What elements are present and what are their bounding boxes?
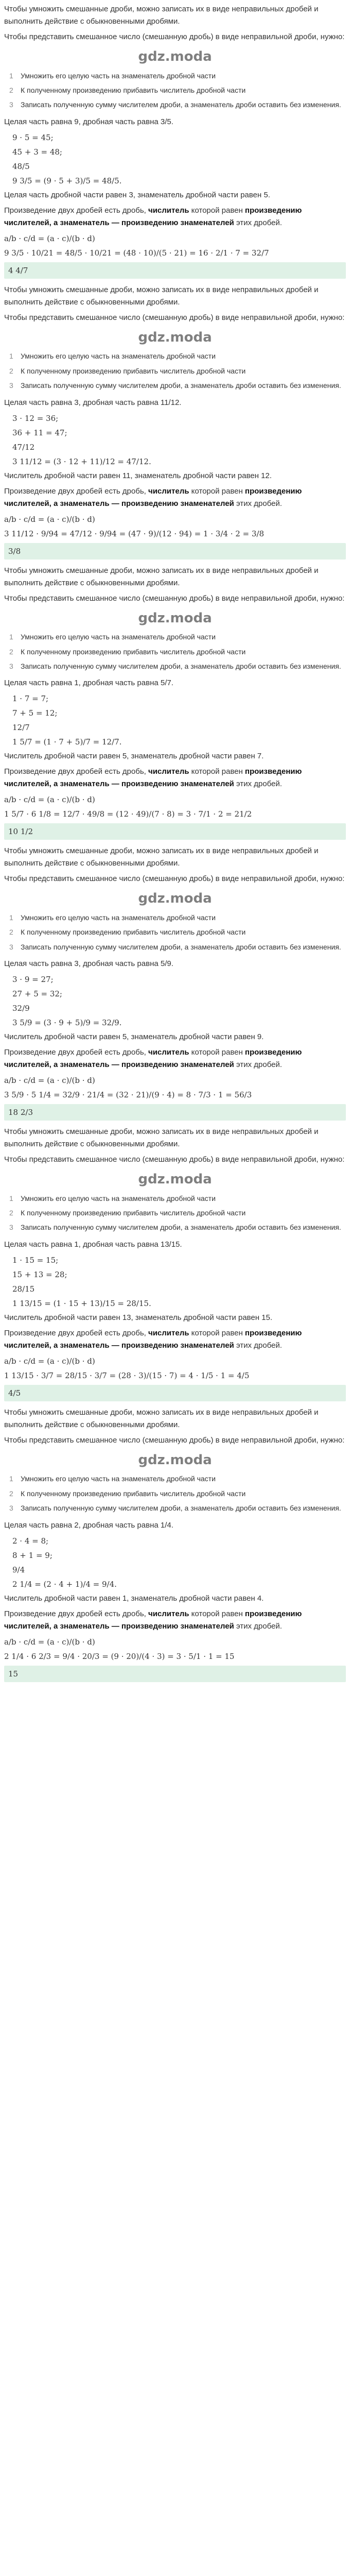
step-number: 2	[9, 928, 13, 937]
general-formula: a/b · c/d = (a · c)/(b · d)	[4, 233, 95, 243]
product-rule-bold: произведению числителей, а знаменатель — произведению знаменателей	[4, 1609, 302, 1631]
calculation: 1 13/15 · 3/7 = 28/15 · 3/7 = (28 · 3)/(15 · 7) = 4 · 1/5 · 1 = 4/5	[4, 1370, 250, 1380]
conversion-step: 8 + 1 = 9;	[12, 1550, 52, 1560]
whole-part-line: Целая часть равна 3, дробная часть равна 11/12.	[4, 398, 182, 407]
rule-step	[9, 912, 346, 923]
calculation: 9 3/5 · 10/21 = 48/5 · 10/21 = (48 · 10)/(5 · 21) = 16 · 2/1 · 7 = 32/7	[4, 248, 269, 258]
step-number: 3	[9, 942, 13, 951]
whole-part-line: Целая часть равна 9, дробная часть равна 3/5.	[4, 117, 173, 126]
rule-steps	[4, 1193, 346, 1233]
step-text: Умножить его целую часть на знаменатель дробной части	[21, 633, 216, 641]
fraction-part-line: Числитель дробной части равен 11, знаменатель дробной части равен 12.	[4, 471, 272, 480]
product-rule-bold: произведению числителей, а знаменатель — произведению знаменателей	[4, 486, 302, 508]
convert-rule-text: Чтобы представить смешанное число (смешанную дробь) в виде неправильной дроби, нужно:	[4, 1435, 345, 1445]
whole-part-line: Целая часть равна 3, дробная часть равна 5/9.	[4, 959, 173, 969]
rule-step	[9, 84, 346, 96]
step-number: 1	[9, 913, 13, 922]
product-rule-bold: числитель	[148, 1048, 189, 1057]
conversion-step: 9 · 5 = 45;	[12, 132, 54, 142]
conversion-step: 3 · 12 = 36;	[12, 413, 59, 423]
intro-text: Чтобы умножить смешанные дроби, можно записать их в виде неправильных дробей и выполнить действие с обыкновенными дробями.	[4, 5, 319, 26]
solution-section	[4, 565, 346, 840]
rule-step	[9, 380, 346, 391]
step-text: К полученному произведению прибавить числитель дробной части	[21, 1209, 246, 1217]
calculation: 2 1/4 · 6 2/3 = 9/4 · 20/3 = (9 · 20)/(4 · 3) = 3 · 5/1 · 1 = 15	[4, 1651, 235, 1661]
solution-section	[4, 1406, 346, 1682]
rule-step	[9, 70, 346, 81]
convert-rule-text: Чтобы представить смешанное число (смешанную дробь) в виде неправильной дроби, нужно:	[4, 874, 345, 884]
product-rule-part: Произведение двух дробей есть дробь,	[4, 1609, 148, 1618]
conversion-step: 3 5/9 = (3 · 9 + 5)/9 = 32/9.	[12, 1018, 122, 1028]
step-text: Умножить его целую часть на знаменатель дробной части	[21, 71, 216, 80]
conversion-step: 9 3/5 = (9 · 5 + 3)/5 = 48/5.	[12, 176, 122, 185]
product-rule	[4, 1608, 346, 1633]
whole-part-line: Целая часть равна 1, дробная часть равна 13/15.	[4, 1240, 182, 1249]
product-rule-part: Произведение двух дробей есть дробь,	[4, 486, 148, 496]
step-number: 2	[9, 1209, 13, 1217]
rule-step	[9, 99, 346, 110]
conversion-step: 7 + 5 = 12;	[12, 708, 58, 718]
rule-step	[9, 1222, 346, 1233]
watermark: gdz.moda	[138, 329, 212, 345]
answer-box: 18 2/3	[4, 1104, 346, 1121]
conversion-step: 3 11/12 = (3 · 12 + 11)/12 = 47/12.	[12, 456, 151, 466]
step-number: 2	[9, 1489, 13, 1498]
rule-steps	[4, 1473, 346, 1514]
conversion-step: 45 + 3 = 48;	[12, 147, 62, 157]
step-text: Записать полученную сумму числителем дроби, а знаменатель дроби оставить без изменения.	[21, 381, 341, 390]
general-formula: a/b · c/d = (a · c)/(b · d)	[4, 1637, 95, 1647]
product-rule-part: которой равен	[189, 486, 245, 496]
product-rule-bold: числитель	[148, 486, 189, 496]
general-formula: a/b · c/d = (a · c)/(b · d)	[4, 795, 95, 805]
product-rule-part: Произведение двух дробей есть дробь,	[4, 206, 148, 215]
step-number: 3	[9, 1504, 13, 1513]
conversion-step: 27 + 5 = 32;	[12, 989, 62, 999]
product-rule	[4, 205, 346, 229]
product-rule-bold: числитель	[148, 767, 189, 776]
step-number: 2	[9, 366, 13, 375]
rule-step	[9, 1502, 346, 1514]
conversion-step: 9/4	[12, 1565, 25, 1574]
rule-step	[9, 631, 346, 642]
rule-step	[9, 1193, 346, 1204]
product-rule-part: которой равен	[189, 1609, 245, 1618]
conversion-step: 2 · 4 = 8;	[12, 1536, 49, 1546]
fraction-part-line: Числитель дробной части равен 5, знаменатель дробной части равен 9.	[4, 1032, 264, 1042]
product-rule-part: Произведение двух дробей есть дробь,	[4, 767, 148, 776]
intro-text: Чтобы умножить смешанные дроби, можно записать их в виде неправильных дробей и выполнить действие с обыкновенными дробями.	[4, 1127, 319, 1149]
convert-rule-text: Чтобы представить смешанное число (смешанную дробь) в виде неправильной дроби, нужно:	[4, 313, 345, 322]
product-rule-bold: числитель	[148, 206, 189, 215]
product-rule	[4, 766, 346, 790]
calculation: 1 5/7 · 6 1/8 = 12/7 · 49/8 = (12 · 49)/(7 · 8) = 3 · 7/1 · 2 = 21/2	[4, 809, 252, 819]
answer-box: 4/5	[4, 1385, 346, 1401]
step-number: 3	[9, 381, 13, 390]
step-number: 1	[9, 1194, 13, 1202]
conversion-step: 1 5/7 = (1 · 7 + 5)/7 = 12/7.	[12, 737, 122, 747]
product-rule-part: которой равен	[189, 1048, 245, 1057]
product-rule-part: которой равен	[189, 1328, 245, 1337]
step-text: Умножить его целую часть на знаменатель дробной части	[21, 1475, 216, 1483]
rule-step	[9, 646, 346, 657]
step-text: К полученному произведению прибавить числитель дробной части	[21, 86, 246, 94]
conversion-step: 2 1/4 = (2 · 4 + 1)/4 = 9/4.	[12, 1579, 117, 1589]
conversion-step: 1 · 15 = 15;	[12, 1255, 59, 1265]
step-text: К полученному произведению прибавить числитель дробной части	[21, 928, 246, 937]
rule-step	[9, 1207, 346, 1218]
conversion-step: 36 + 11 = 47;	[12, 428, 67, 437]
step-text: Записать полученную сумму числителем дроби, а знаменатель дроби оставить без изменения.	[21, 100, 341, 109]
fraction-part-line: Числитель дробной части равен 5, знаменатель дробной части равен 7.	[4, 752, 264, 761]
conversion-step: 12/7	[12, 723, 30, 733]
watermark: gdz.moda	[138, 891, 212, 907]
general-formula: a/b · c/d = (a · c)/(b · d)	[4, 1356, 95, 1366]
product-rule	[4, 1046, 346, 1071]
step-text: Записать полученную сумму числителем дроби, а знаменатель дроби оставить без изменения.	[21, 662, 341, 670]
step-text: К полученному произведению прибавить числитель дробной части	[21, 647, 246, 656]
whole-part-line: Целая часть равна 1, дробная часть равна 5/7.	[4, 679, 173, 688]
intro-text: Чтобы умножить смешанные дроби, можно записать их в виде неправильных дробей и выполнить действие с обыкновенными дробями.	[4, 285, 319, 307]
solution-section	[4, 284, 346, 560]
product-rule-part: этих дробей.	[234, 779, 282, 789]
step-number: 1	[9, 352, 13, 361]
rule-step	[9, 926, 346, 938]
whole-part-line: Целая часть равна 2, дробная часть равна 1/4.	[4, 1520, 173, 1530]
step-number: 2	[9, 647, 13, 656]
intro-text: Чтобы умножить смешанные дроби, можно записать их в виде неправильных дробей и выполнить действие с обыкновенными дробями.	[4, 566, 319, 587]
product-rule-bold: числитель	[148, 1609, 189, 1618]
step-text: К полученному произведению прибавить числитель дробной части	[21, 366, 246, 375]
rule-step	[9, 350, 346, 362]
watermark: gdz.moda	[138, 1452, 212, 1468]
convert-rule-text: Чтобы представить смешанное число (смешанную дробь) в виде неправильной дроби, нужно:	[4, 594, 345, 603]
product-rule-part: этих дробей.	[234, 499, 282, 508]
product-rule	[4, 485, 346, 510]
rule-steps	[4, 70, 346, 111]
step-number: 3	[9, 662, 13, 670]
calculation: 3 11/12 · 9/94 = 47/12 · 9/94 = (47 · 9)/(12 · 94) = 1 · 3/4 · 2 = 3/8	[4, 529, 265, 538]
solution-section	[4, 3, 346, 279]
step-text: Умножить его целую часть на знаменатель дробной части	[21, 913, 216, 922]
step-text: Записать полученную сумму числителем дроби, а знаменатель дроби оставить без изменения.	[21, 1223, 341, 1232]
intro-text: Чтобы умножить смешанные дроби, можно записать их в виде неправильных дробей и выполнить действие с обыкновенными дробями.	[4, 1408, 319, 1429]
product-rule-part: этих дробей.	[234, 1341, 282, 1350]
rule-step	[9, 1488, 346, 1499]
product-rule-bold: произведению числителей, а знаменатель — произведению знаменателей	[4, 206, 302, 227]
step-text: Записать полученную сумму числителем дроби, а знаменатель дроби оставить без изменения.	[21, 1504, 341, 1513]
conversion-step: 48/5	[12, 161, 30, 171]
conversion-step: 32/9	[12, 1004, 30, 1013]
conversion-step: 28/15	[12, 1284, 35, 1294]
rule-step	[9, 660, 346, 672]
step-text: Умножить его целую часть на знаменатель дробной части	[21, 352, 216, 361]
fraction-part-line: Целая часть дробной части равен 3, знаменатель дробной части равен 5.	[4, 190, 270, 199]
convert-rule-text: Чтобы представить смешанное число (смешанную дробь) в виде неправильной дроби, нужно:	[4, 32, 345, 41]
step-text: Умножить его целую часть на знаменатель дробной части	[21, 1194, 216, 1202]
step-number: 3	[9, 100, 13, 109]
answer-box: 15	[4, 1666, 346, 1682]
conversion-step: 1 · 7 = 7;	[12, 694, 49, 704]
step-number: 3	[9, 1223, 13, 1232]
step-number: 1	[9, 633, 13, 641]
rule-step	[9, 1473, 346, 1484]
answer-box: 3/8	[4, 543, 346, 560]
watermark: gdz.moda	[138, 1172, 212, 1188]
conversion-step: 1 13/15 = (1 · 15 + 13)/15 = 28/15.	[12, 1298, 151, 1308]
step-text: К полученному произведению прибавить числитель дробной части	[21, 1489, 246, 1498]
solution-section	[4, 1126, 346, 1401]
convert-rule-text: Чтобы представить смешанное число (смешанную дробь) в виде неправильной дроби, нужно:	[4, 1155, 345, 1164]
product-rule-bold: произведению числителей, а знаменатель — произведению знаменателей	[4, 1048, 302, 1070]
watermark: gdz.moda	[138, 49, 212, 64]
product-rule-part: этих дробей.	[234, 1621, 282, 1631]
rule-step	[9, 941, 346, 953]
product-rule-part: Произведение двух дробей есть дробь,	[4, 1328, 148, 1337]
answer-box: 4 4/7	[4, 262, 346, 279]
product-rule-bold: числитель	[148, 1328, 189, 1337]
general-formula: a/b · c/d = (a · c)/(b · d)	[4, 1076, 95, 1086]
intro-text: Чтобы умножить смешанные дроби, можно записать их в виде неправильных дробей и выполнить действие с обыкновенными дробями.	[4, 846, 319, 868]
product-rule	[4, 1327, 346, 1352]
fraction-part-line: Числитель дробной части равен 1, знаменатель дробной части равен 4.	[4, 1594, 264, 1603]
product-rule-part: этих дробей.	[234, 1060, 282, 1070]
rule-steps	[4, 912, 346, 953]
watermark: gdz.moda	[138, 610, 212, 626]
general-formula: a/b · c/d = (a · c)/(b · d)	[4, 514, 95, 524]
product-rule-part: Произведение двух дробей есть дробь,	[4, 1048, 148, 1057]
rule-step	[9, 365, 346, 377]
step-number: 2	[9, 86, 13, 94]
calculation: 3 5/9 · 5 1/4 = 32/9 · 21/4 = (32 · 21)/(9 · 4) = 8 · 7/3 · 1 = 56/3	[4, 1090, 252, 1100]
conversion-step: 3 · 9 = 27;	[12, 975, 54, 985]
product-rule-bold: произведению числителей, а знаменатель — произведению знаменателей	[4, 1328, 302, 1350]
step-text: Записать полученную сумму числителем дроби, а знаменатель дроби оставить без изменения.	[21, 942, 341, 951]
step-number: 1	[9, 71, 13, 80]
conversion-step: 15 + 13 = 28;	[12, 1269, 67, 1279]
rule-steps	[4, 631, 346, 672]
solution-section	[4, 845, 346, 1121]
conversion-step: 47/12	[12, 442, 35, 452]
product-rule-bold: произведению числителей, а знаменатель — произведению знаменателей	[4, 767, 302, 789]
fraction-part-line: Числитель дробной части равен 13, знаменатель дробной части равен 15.	[4, 1313, 273, 1322]
answer-box: 10 1/2	[4, 823, 346, 840]
product-rule-part: которой равен	[189, 767, 245, 776]
product-rule-part: которой равен	[189, 206, 245, 215]
step-number: 1	[9, 1475, 13, 1483]
product-rule-part: этих дробей.	[234, 218, 282, 227]
rule-steps	[4, 350, 346, 391]
